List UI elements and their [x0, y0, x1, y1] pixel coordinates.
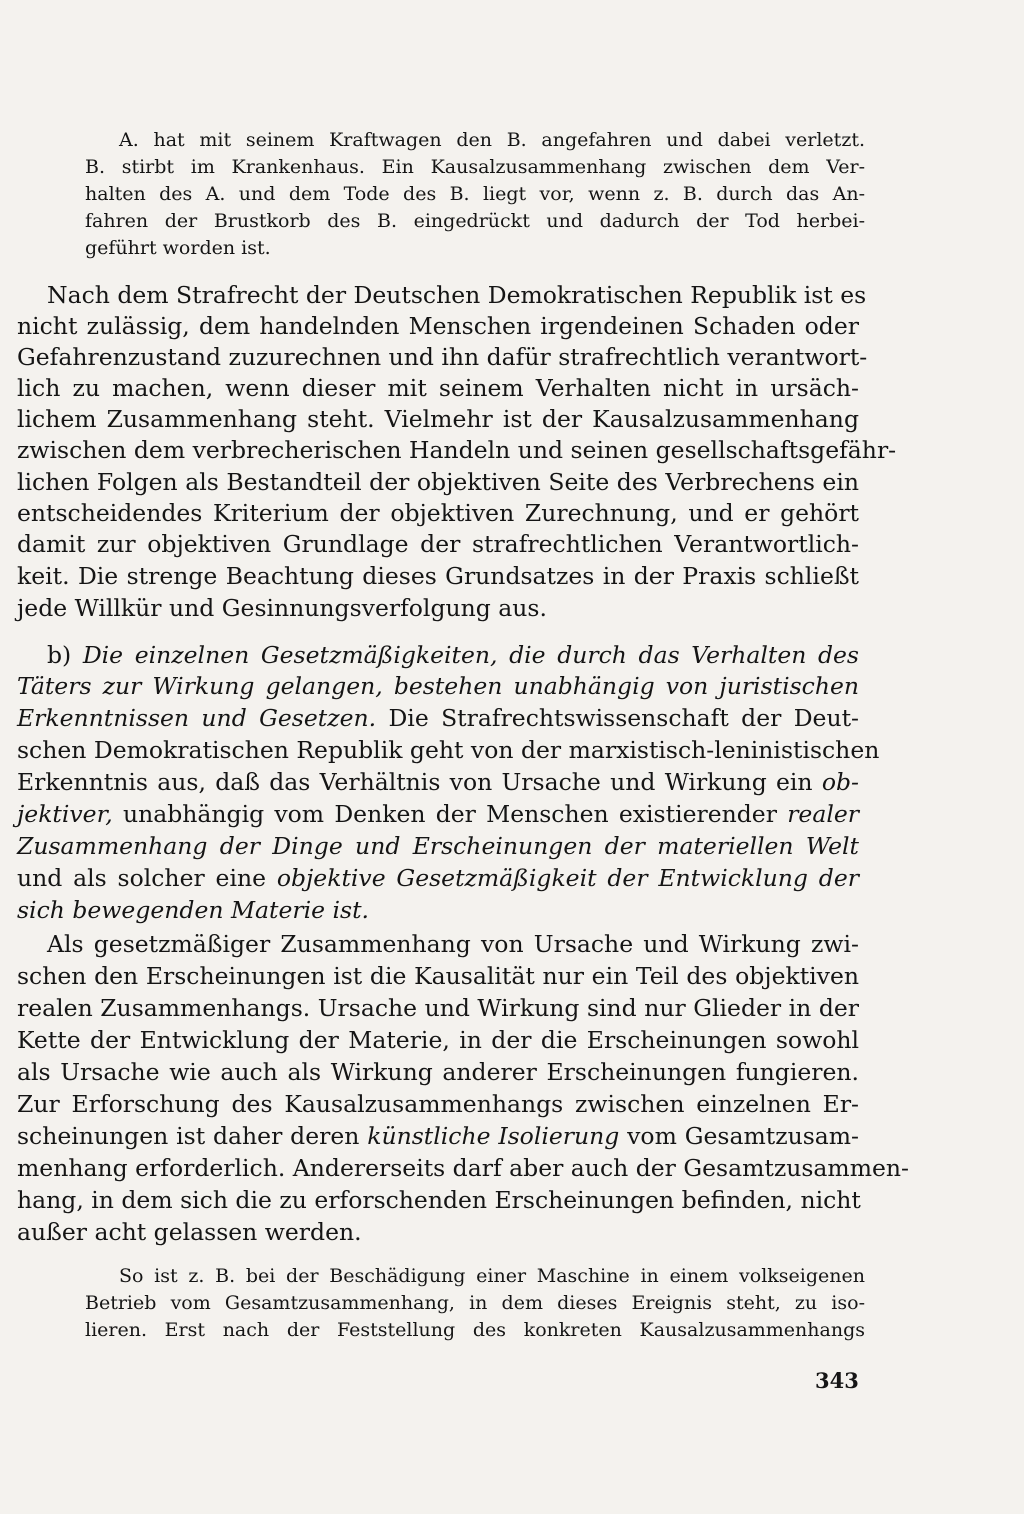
- text-line: hang, in dem sich die zu erforschenden Erscheinungen befinden, nicht: [17, 1186, 861, 1214]
- emphasis-text: sich bewegenden Materie ist.: [17, 896, 369, 924]
- text-run: Die Strafrechtswissenschaft der Deut-: [376, 704, 859, 732]
- text-line: außer acht gelassen werden.: [17, 1218, 362, 1246]
- emphasis-text: Täters zur Wirkung gelangen, bestehen unabhängig von juristischen: [17, 672, 859, 700]
- text-line: damit zur objektiven Grundlage der strafrechtlichen Verantwortlich-: [17, 530, 859, 558]
- text-line: lieren. Erst nach der Feststellung des konkreten Kausalzusammenhangs: [85, 1319, 865, 1341]
- text-line: entscheidendes Kriterium der objektiven Zurechnung, und er gehört: [17, 499, 859, 527]
- text-line: [17, 1122, 859, 1150]
- emphasis-text: Erkenntnissen und Gesetzen.: [17, 704, 377, 732]
- emphasis-text: realer: [787, 800, 859, 828]
- text-line: [17, 896, 369, 924]
- text-line: [17, 704, 859, 732]
- text-line: lichen Folgen als Bestandteil der objektiven Seite des Verbrechens ein: [17, 468, 859, 496]
- text-line: [17, 864, 859, 892]
- text-line: [17, 800, 859, 828]
- text-line: [17, 768, 859, 796]
- emphasis-text: künstliche Isolierung: [367, 1122, 620, 1150]
- text-run: Erkenntnis aus, daß das Verhältnis von Ursache und Wirkung ein: [17, 768, 822, 796]
- text-line: schen den Erscheinungen ist die Kausalität nur ein Teil des objektiven: [17, 962, 859, 990]
- text-line: als Ursache wie auch als Wirkung anderer Erscheinungen fungieren.: [17, 1058, 859, 1086]
- text-line: lich zu machen, wenn dieser mit seinem Verhalten nicht in ursäch-: [17, 374, 859, 402]
- text-line: zwischen dem verbrecherischen Handeln und seinen gesellschaftsgefähr-: [17, 436, 897, 464]
- emphasis-text: Zusammenhang der Dinge und Erscheinungen der materiellen Welt: [17, 832, 859, 860]
- text-line: Betrieb vom Gesamtzusammenhang, in dem dieses Ereignis steht, zu iso-: [85, 1292, 865, 1314]
- text-line: schen Demokratischen Republik geht von der marxistisch-leninistischen: [17, 736, 880, 764]
- text-run: scheinungen ist daher deren: [17, 1122, 368, 1150]
- text-line: nicht zulässig, dem handelnden Menschen irgendeinen Schaden oder: [17, 312, 859, 340]
- text-run: vom Gesamtzusam-: [619, 1122, 859, 1150]
- text-line: Zur Erforschung des Kausalzusammenhangs zwischen einzelnen Er-: [17, 1090, 859, 1118]
- text-line: Kette der Entwicklung der Materie, in der die Erscheinungen sowohl: [17, 1026, 859, 1054]
- emphasis-text: jektiver,: [17, 800, 113, 828]
- emphasis-text: ob-: [821, 768, 859, 796]
- text-run: unabhängig vom Denken der Menschen existierender: [112, 800, 788, 828]
- text-line: [47, 641, 859, 669]
- text-line: A. hat mit seinem Kraftwagen den B. angefahren und dabei verletzt.: [119, 129, 865, 151]
- text-line: geführt worden ist.: [85, 237, 271, 259]
- text-line: jede Willkür und Gesinnungsverfolgung aus.: [17, 594, 547, 622]
- emphasis-text: objektive Gesetzmäßigkeit der Entwicklung der: [276, 864, 859, 892]
- text-line: realen Zusammenhangs. Ursache und Wirkung sind nur Glieder in der: [17, 994, 859, 1022]
- text-line: keit. Die strenge Beachtung dieses Grundsatzes in der Praxis schließt: [17, 562, 859, 590]
- text-line: Nach dem Strafrecht der Deutschen Demokratischen Republik ist es: [47, 281, 867, 309]
- text-line: halten des A. und dem Tode des B. liegt vor, wenn z. B. durch das An-: [85, 183, 865, 205]
- text-line: [17, 832, 859, 860]
- text-line: fahren der Brustkorb des B. eingedrückt und dadurch der Tod herbei-: [85, 210, 865, 232]
- emphasis-text: Die einzelnen Gesetzmäßigkeiten, die durch das Verhalten des: [82, 641, 859, 669]
- paragraph-label: b): [47, 641, 83, 669]
- text-line: lichem Zusammenhang steht. Vielmehr ist der Kausalzusammenhang: [17, 405, 859, 433]
- text-line: Als gesetzmäßiger Zusammenhang von Ursache und Wirkung zwi-: [47, 930, 859, 958]
- text-run: und als solcher eine: [17, 864, 277, 892]
- text-line: So ist z. B. bei der Beschädigung einer Maschine in einem volkseigenen: [119, 1265, 865, 1287]
- text-line: B. stirbt im Krankenhaus. Ein Kausalzusammenhang zwischen dem Ver-: [85, 156, 865, 178]
- text-line: [17, 672, 859, 700]
- text-line: menhang erforderlich. Andererseits darf aber auch der Gesamtzusammen-: [17, 1154, 909, 1182]
- page-number: 343: [815, 1368, 859, 1393]
- text-line: Gefahrenzustand zuzurechnen und ihn dafür strafrechtlich verantwort-: [17, 343, 868, 371]
